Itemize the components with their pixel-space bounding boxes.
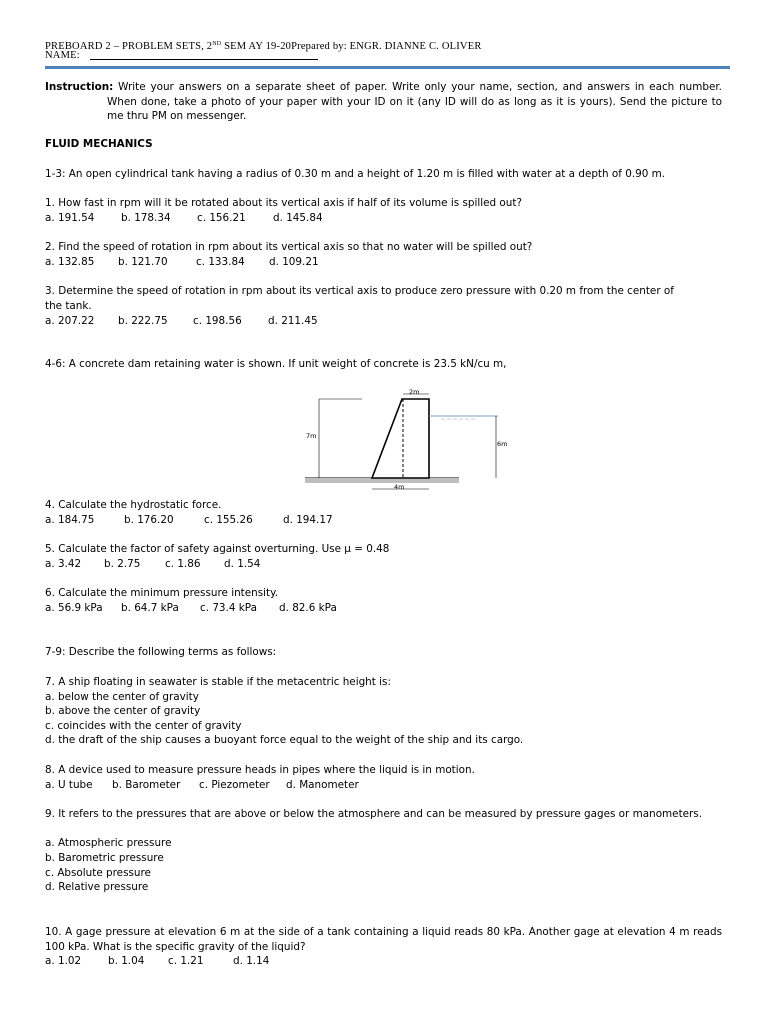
option: a. U tube — [45, 779, 93, 791]
option: a. 207.22 — [45, 315, 95, 327]
option: c. 1.86 — [165, 558, 201, 570]
option: b. 1.04 — [108, 955, 145, 967]
question-7-option-d: d. the draft of the ship causes a buoyant force equal to the weight of the ship and its cargo. — [45, 734, 524, 746]
option: c. 1.21 — [168, 955, 204, 967]
option: c. 198.56 — [193, 315, 242, 327]
question-1-options — [45, 211, 323, 226]
question-3-options — [45, 314, 318, 329]
question-3-cont: the tank. — [45, 300, 92, 312]
question-4-options — [45, 513, 333, 528]
question-6: 6. Calculate the minimum pressure intensity. — [45, 587, 279, 599]
option: c. 155.26 — [204, 514, 253, 526]
option: d. 194.17 — [283, 514, 333, 526]
option: b. 64.7 kPa — [121, 602, 179, 614]
question-8: 8. A device used to measure pressure heads in pipes where the liquid is in motion. — [45, 764, 475, 776]
question-8-options — [45, 778, 359, 793]
option: d. 1.54 — [224, 558, 261, 570]
question-7-option-c: c. coincides with the center of gravity — [45, 720, 242, 732]
question-10: 10. A gage pressure at elevation 6 m at the side of a tank containing a liquid reads 80 kPa. Another gage at elevation 4 m reads 100 kPa. What is the specific gravity of the liquid? — [45, 926, 722, 953]
question-4: 4. Calculate the hydrostatic force. — [45, 499, 222, 511]
option: b. 2.75 — [104, 558, 141, 570]
option: a. 1.02 — [45, 955, 82, 967]
instruction-text: Write your answers on a separate sheet of paper. Write only your name, section, and answers in each number. When done, take a photo of your paper with your ID on it (any ID will do as long as it is yours). Send the picture to me thru PM on messenger. — [107, 81, 722, 123]
option: b. 176.20 — [124, 514, 174, 526]
label-2m: 2m — [409, 388, 420, 396]
group-7-9-statement: 7-9: Describe the following terms as follows: — [45, 646, 277, 658]
group-1-3-statement: 1-3: An open cylindrical tank having a radius of 0.30 m and a height of 1.20 m is filled with water at a depth of 0.90 m. — [45, 168, 666, 180]
option: a. 191.54 — [45, 212, 95, 224]
concrete-dam-figure — [305, 382, 508, 494]
question-9: 9. It refers to the pressures that are above or below the atmosphere and can be measured by pressure gages or manometers. — [45, 808, 703, 820]
instruction-block — [45, 80, 722, 124]
question-10-options — [45, 954, 269, 969]
option: d. 145.84 — [273, 212, 323, 224]
option: c. 73.4 kPa — [200, 602, 257, 614]
question-5: 5. Calculate the factor of safety against overturning. Use µ = 0.48 — [45, 543, 390, 555]
question-9-option-d: d. Relative pressure — [45, 881, 149, 893]
option: d. 1.14 — [233, 955, 270, 967]
question-9-option-b: b. Barometric pressure — [45, 852, 164, 864]
option: b. Barometer — [112, 779, 181, 791]
question-3: 3. Determine the speed of rotation in rpm about its vertical axis to produce zero pressure with 0.20 m from the center of — [45, 285, 674, 297]
option: c. 156.21 — [197, 212, 246, 224]
instruction-label: Instruction: — [45, 81, 114, 93]
label-4m: 4m — [394, 483, 405, 491]
option: c. Piezometer — [199, 779, 270, 791]
option: b. 178.34 — [121, 212, 171, 224]
question-9-option-a: a. Atmospheric pressure — [45, 837, 172, 849]
option: b. 222.75 — [118, 315, 168, 327]
group-4-6-statement: 4-6: A concrete dam retaining water is shown. If unit weight of concrete is 23.5 kN/cu m, — [45, 358, 507, 370]
dam-section — [372, 399, 429, 478]
option: b. 121.70 — [118, 256, 168, 268]
question-6-options — [45, 601, 337, 616]
question-7-option-b: b. above the center of gravity — [45, 705, 201, 717]
question-7: 7. A ship floating in seawater is stable if the metacentric height is: — [45, 676, 391, 688]
question-9-option-c: c. Absolute pressure — [45, 867, 151, 879]
name-field: NAME: — [45, 50, 318, 62]
option: d. 82.6 kPa — [279, 602, 337, 614]
label-7m: 7m — [306, 432, 317, 440]
question-5-options — [45, 557, 260, 572]
section-title: FLUID MECHANICS — [45, 138, 153, 150]
name-blank-line — [90, 50, 318, 60]
option: c. 133.84 — [196, 256, 245, 268]
option: d. Manometer — [286, 779, 359, 791]
option: a. 56.9 kPa — [45, 602, 103, 614]
question-2-options — [45, 255, 319, 270]
option: a. 132.85 — [45, 256, 95, 268]
header-title: PREBOARD 2 – PROBLEM SETS, 2ND SEM AY 19-20Prepared by: ENGR. DIANNE C. OLIVER — [45, 41, 482, 52]
question-7-option-a: a. below the center of gravity — [45, 691, 199, 703]
option: d. 109.21 — [269, 256, 319, 268]
question-1: 1. How fast in rpm will it be rotated about its vertical axis if half of its volume is spilled out? — [45, 197, 522, 209]
header-divider — [45, 66, 730, 69]
question-2: 2. Find the speed of rotation in rpm about its vertical axis so that no water will be spilled out? — [45, 241, 533, 253]
option: a. 184.75 — [45, 514, 95, 526]
option: d. 211.45 — [268, 315, 318, 327]
option: a. 3.42 — [45, 558, 82, 570]
label-6m: 6m — [497, 440, 508, 448]
